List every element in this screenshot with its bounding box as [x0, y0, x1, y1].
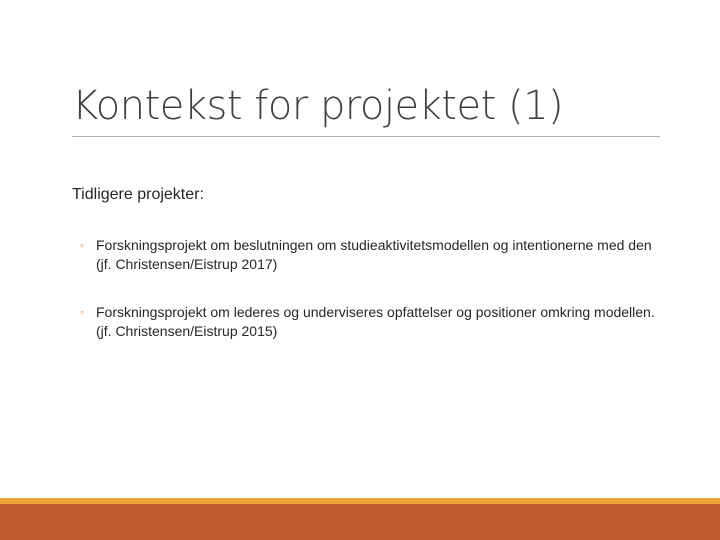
- list-item: [80, 303, 670, 341]
- bullet-text: Forskningsprojekt om lederes og underviseres opfattelser og positioner omkring modellen. (jf. Christensen/Eistrup 2015): [96, 304, 655, 339]
- bullet-list: [80, 236, 670, 370]
- list-item: [80, 236, 670, 274]
- intro-text: Tidligere projekter:: [72, 186, 204, 203]
- bullet-circle-icon: ◦: [80, 238, 85, 252]
- title-divider: [72, 136, 660, 137]
- bullet-text: Forskningsprojekt om beslutningen om studieaktivitetsmodellen og intentionerne med den (jf. Christensen/Eistrup 2017): [96, 237, 652, 272]
- slide-title: Kontekst for projektet (1): [72, 83, 564, 129]
- footer-band: [0, 504, 720, 540]
- bullet-circle-icon: ◦: [80, 305, 85, 319]
